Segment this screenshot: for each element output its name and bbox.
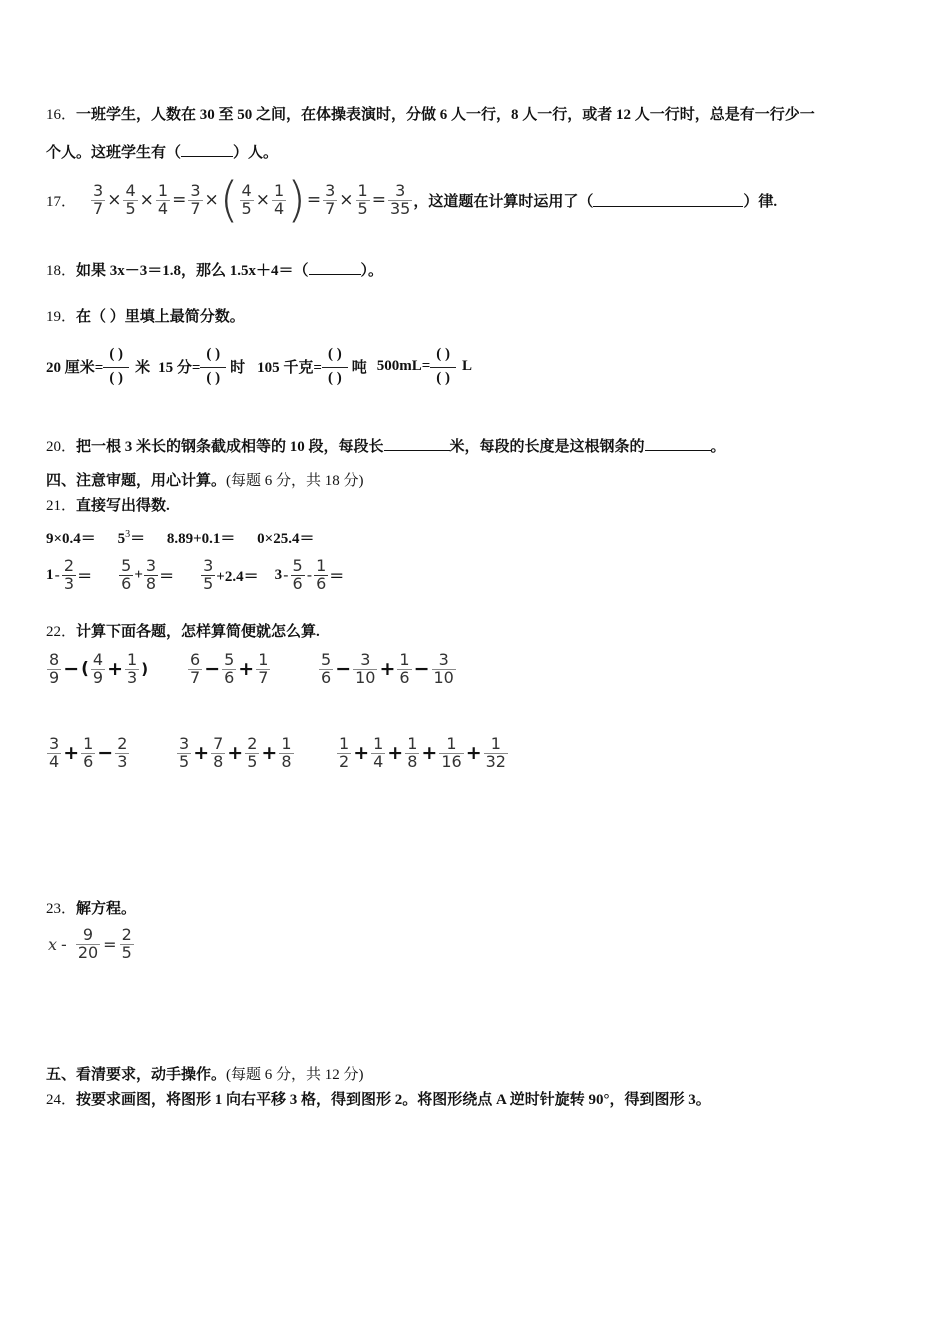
fraction: $\frac{1}{6}$ (316, 556, 327, 593)
section-4-heading: 四、注意审题，用心计算。(每题 6 分，共 18 分) (46, 473, 364, 489)
fraction: $\frac{1}{32}$ (485, 734, 506, 771)
fraction: $\frac{3}{35}$ (389, 180, 411, 218)
question-21-row2: 1 - $\frac{2}{3}$ ＝ $\frac{5}{6}$ + $\frac{3}{8}$ ＝ $\frac{3}{5}$ +2.4＝ 3 - $\frac{5}{6}$ - $\frac{1}{6}$ ＝ (46, 556, 345, 593)
fraction: $\frac{1}{2}$ (339, 734, 350, 771)
question-text: ，这道题在计算时运用了（ (413, 193, 594, 210)
answer-blank[interactable] (309, 262, 361, 275)
equals-sign: = (103, 934, 117, 954)
fraction: $\frac{4}{9}$ (92, 650, 104, 687)
question-text: 解方程。 (76, 901, 137, 917)
plus-sign: + (387, 742, 404, 765)
plus-sign: + (193, 742, 210, 765)
question-text: 在（ ）里填上最简分数。 (76, 309, 245, 325)
question-number: 18． (46, 263, 77, 279)
equals-sign: = (172, 190, 187, 210)
unit-label: 吨 (351, 359, 367, 376)
unit-label: L (462, 357, 473, 374)
question-text: 米，每段的长度是这根钢条的 (449, 439, 645, 455)
plus-sign: + (238, 658, 255, 681)
minus-sign: − (413, 658, 430, 681)
times-sign: × (204, 190, 219, 210)
plus-sign: + (379, 658, 396, 681)
left-paren: ( (81, 659, 89, 680)
minus-sign: - (61, 934, 67, 954)
section-5-heading: 五、看清要求，动手操作。(每题 6 分，共 12 分) (46, 1067, 364, 1083)
answer-blank[interactable] (645, 438, 711, 451)
question-number: 16． (46, 107, 77, 123)
expression-22a (46, 652, 149, 687)
blank-fraction[interactable]: ( ) ( ) (430, 346, 456, 386)
question-19-blanks (46, 346, 472, 386)
fraction: $\frac{1}{8}$ (407, 734, 418, 771)
fraction: $\frac{6}{7}$ (190, 650, 201, 687)
right-paren: ) (141, 660, 149, 679)
question-text: ）。 (360, 263, 384, 279)
fraction: $\frac{3}{7}$ (93, 180, 104, 218)
question-text: ）律. (743, 193, 778, 210)
question-17 (46, 172, 777, 228)
fraction: $\frac{3}{5}$ (179, 734, 190, 771)
question-number: 22． (46, 624, 77, 640)
plus-sign: + (261, 742, 278, 765)
blank-fraction[interactable]: ( ) ( ) (103, 346, 129, 386)
prefix-label: 15 分= (158, 359, 201, 376)
plus-sign: + (465, 742, 482, 765)
answer-blank[interactable] (384, 438, 450, 451)
variable: x (48, 934, 58, 954)
fraction: $\frac{4}{5}$ (125, 180, 136, 218)
question-number: 21． (46, 498, 77, 514)
question-text: 按要求画图，将图形 1 向右平移 3 格，得到图形 2。将图形绕点 A 逆时针旋转 90°，得到图形 3。 (76, 1092, 711, 1108)
question-text: ）人。 (233, 145, 279, 161)
expression-22e (176, 736, 295, 771)
question-23 (46, 897, 136, 918)
question-text: 计算下面各题，怎样算简便就怎么算. (76, 624, 320, 640)
fraction: $\frac{2}{5}$ (121, 925, 132, 962)
fraction: $\frac{1}{5}$ (357, 180, 368, 218)
fraction: $\frac{1}{6}$ (399, 650, 410, 687)
fraction: $\frac{2}{5}$ (247, 734, 258, 771)
fraction: $\frac{3}{4}$ (49, 734, 60, 771)
question-18 (46, 259, 383, 280)
question-text: 。 (710, 439, 726, 455)
plus-sign: + (63, 742, 80, 765)
question-number: 23． (46, 901, 77, 917)
fraction: $\frac{1}{4}$ (273, 180, 285, 218)
prefix-label: 105 千克= (257, 359, 322, 376)
question-number: 20． (46, 439, 77, 455)
fraction: $\frac{4}{5}$ (241, 180, 252, 218)
expression: $5^3=$ (117, 529, 146, 547)
expression-22c (318, 652, 457, 687)
question-19 (46, 305, 245, 326)
equation (90, 172, 413, 228)
minus-sign: − (97, 742, 114, 765)
fraction: $\frac{2}{3}$ (63, 556, 75, 593)
minus-sign: - (306, 566, 313, 585)
plus-sign: + (107, 658, 123, 681)
fraction: $\frac{1}{4}$ (373, 734, 384, 771)
fraction: $\frac{5}{6}$ (224, 650, 235, 687)
question-16-line2 (46, 141, 278, 162)
fraction: $\frac{1}{8}$ (281, 734, 292, 771)
times-sign: × (107, 190, 122, 210)
question-text: 直接写出得数. (76, 498, 170, 514)
equation-23 (48, 927, 135, 962)
fraction: $\frac{5}{6}$ (121, 556, 132, 593)
left-paren: ( (219, 172, 239, 228)
question-21 (46, 494, 170, 515)
question-number: 17． (46, 193, 77, 210)
expression-22f (336, 736, 509, 771)
question-20 (46, 435, 726, 456)
unit-label: 米 (135, 359, 151, 376)
plus-sign: + (421, 742, 438, 765)
equals-sign: = (371, 190, 386, 210)
prefix-label: 20 厘米= (46, 359, 104, 376)
expression: 9×0.4＝ (46, 531, 96, 547)
unit-label: 时 (230, 359, 246, 376)
fraction: $\frac{1}{3}$ (127, 650, 138, 687)
prefix-label: 500mL= (376, 357, 431, 374)
question-16 (46, 103, 815, 124)
question-number: 24． (46, 1092, 77, 1108)
equals-sign: = (306, 190, 322, 210)
question-22 (46, 620, 320, 641)
plus-sign: + (227, 742, 244, 765)
fraction: $\frac{3}{10}$ (355, 650, 376, 687)
fraction: $\frac{8}{9}$ (49, 650, 60, 687)
fraction: $\frac{9}{20}$ (77, 925, 99, 962)
times-sign: × (255, 190, 270, 210)
times-sign: × (139, 190, 154, 210)
question-21-row1 (46, 527, 314, 548)
fraction: $\frac{5}{6}$ (321, 650, 332, 687)
question-text: 如果 3x－3＝1.8，那么 1.5x＋4＝（ (76, 263, 309, 279)
minus-sign: - (54, 566, 60, 585)
answer-blank[interactable] (593, 194, 743, 207)
question-text: 一班学生，人数在 30 至 50 之间，在体操表演时，分做 6 人一行，8 人一行，或者 12 人一行时，总是有一行少一 (76, 107, 815, 123)
minus-sign: − (204, 658, 221, 681)
question-text: 把一根 3 米长的钢条截成相等的 10 段，每段长 (76, 439, 384, 455)
fraction: $\frac{1}{7}$ (258, 650, 269, 687)
minus-sign: − (335, 658, 352, 681)
expression: 0×25.4＝ (257, 531, 315, 547)
fraction: $\frac{3}{8}$ (145, 556, 157, 593)
times-sign: × (339, 190, 354, 210)
blank-fraction[interactable]: ( ) ( ) (200, 346, 226, 386)
fraction: $\frac{1}{4}$ (157, 180, 169, 218)
expression-22d (46, 736, 130, 771)
fraction: $\frac{7}{8}$ (213, 734, 224, 771)
fraction: $\frac{1}{16}$ (441, 734, 462, 771)
minus-sign: − (63, 658, 80, 681)
fraction: $\frac{3}{7}$ (325, 180, 336, 218)
expression: 8.89+0.1＝ (166, 531, 236, 547)
question-24 (46, 1088, 711, 1109)
expression-22b (187, 652, 271, 687)
fraction: $\frac{2}{3}$ (117, 734, 128, 771)
plus-sign: + (353, 742, 370, 765)
exponent: 3 (125, 529, 131, 540)
plus-sign: + (134, 566, 143, 583)
answer-blank[interactable] (181, 144, 233, 157)
fraction: $\frac{1}{6}$ (83, 734, 94, 771)
fraction: $\frac{3}{10}$ (433, 650, 454, 687)
fraction: $\frac{3}{5}$ (203, 556, 214, 593)
blank-fraction[interactable]: ( ) ( ) (322, 346, 348, 386)
fraction: $\frac{5}{6}$ (292, 556, 303, 593)
question-text: 个人。这班学生有（ (46, 145, 182, 161)
right-paren: ) (287, 172, 306, 228)
fraction: $\frac{3}{7}$ (190, 180, 201, 218)
minus-sign: - (283, 566, 289, 585)
question-number: 19． (46, 309, 77, 325)
